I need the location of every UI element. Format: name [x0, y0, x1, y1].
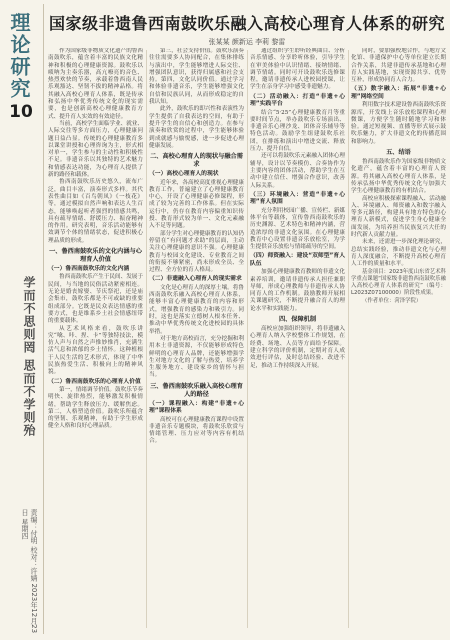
paragraph: 文化是心理育人的深厚土壤。将鲁西南鼓吹乐融入高校心理育人体系，能够丰富心理健康教育的内容和形式，增强教育的感染力和吸引力。同时，这也是落实立德树人根本任务、推动中华优秀传统文化进校园的具体举措。	[149, 284, 244, 335]
masthead-divider	[43, 4, 44, 634]
paragraph: 部分学生对心理健康教育的认知仍停留在“有问题才求助”的层面，主动关注心理健康的意识不强。心理健康教育与校园文化建设、专业教育之间的衔接不够紧密，尚未形成全员、全过程、全方位的育人格局。	[149, 230, 244, 274]
paragraph: 对于地方高校而言，充分挖掘和利用本土非遗资源，不仅能够形成特色鲜明的心理育人品牌，还能够增强学生对地方文化的了解与热爱，培养学生服务地方、建设家乡的情怀与担当。	[149, 335, 244, 379]
column-divider	[146, 50, 147, 628]
paragraph: 鲁西南鼓吹乐历史悠久，流布广泛，曲目丰富，演奏形式多样。其代表性曲目如《百鸟朝凤》《一枝花》等，通过模拟自然声响和表达人生百态，能够唤起听者强烈的情感共鸣，具有疏导情绪、舒缓压力、振奋精神的作用。研究表明，音乐活动能够有效调节个体的情绪状态，促进积极心理品质的形成。	[48, 179, 143, 244]
paragraph: 鲁西南鼓吹乐作为国家级非物质文化遗产，蕴含着丰富的心理育人资源。将其融入高校心理育人体系，是传承弘扬中华优秀传统文化与加强大学生心理健康教育的有机结合。	[351, 159, 446, 195]
paragraph: 第三，社会支持价值。鼓吹乐演奏往往需要多人协同配合，在集体排练与演出中，学生能够增进人际交往、增强团队意识，获得归属感和社会支持。第四，文化认同价值。通过学习和体验非遗音乐，学生能够增强文化自信和民族认同，从而形成稳定的自我认知。	[149, 48, 244, 106]
article-column-3	[250, 48, 345, 630]
paragraph: 还可以将鼓吹乐元素融入团体心理辅导，设计以节奏模仿、合奏协作为主要内容的团体活动，帮助学生在互动中建立信任、增强合作意识，改善人际关系。	[250, 153, 345, 189]
page-number: 10	[9, 102, 33, 122]
section-heading: 二、高校心理育人的现状与融合需求	[150, 153, 243, 169]
subsection-heading: （一）鲁西南鼓吹乐的文化内涵	[48, 266, 130, 273]
subsection-heading: （一）课程融入：构建“非遗+心理”课程体系	[149, 400, 244, 415]
paragraph: 利用数字技术建设鲁西南鼓吹乐资源库，开发线上音乐放松课程和心理微课，方便学生随时随地学习和体验。通过短视频、直播等形式展示鼓吹乐魅力，扩大非遗文化的传播范围和影响力。	[351, 102, 446, 145]
paragraph: 未来，还需进一步深化理论研究，总结实践经验，推动非遗文化与心理育人深度融合，不断提升高校心理育人工作的质量和水平。	[351, 239, 446, 268]
masthead-strip	[2, 4, 42, 636]
paragraph: 第一，情绪调节价值。鼓吹乐节奏明快、旋律热烈，能够激发积极情绪，帮助学生释放压力、缓解焦虑。第二，人格塑造价值。鼓吹乐所蕴含的坚韧、乐观精神，有助于学生形成健全人格和良好心理品质。	[48, 386, 143, 430]
subsection-heading: （三）环境融入：营造“非遗+心理”育人氛围	[250, 191, 345, 206]
paragraph: 结合“5·25”心理健康教育月等重要时间节点，举办鼓吹乐专场演出、非遗音乐心理沙龙、团体音乐辅导等特色活动。鼓励学生组建鼓吹乐社团，在排练和演出中增进交流、释放压力、提升自信。	[250, 109, 345, 153]
section-title: 理论研究	[7, 12, 31, 100]
subsection-heading: （四）师资融入：建设“双师型”育人队伍	[250, 253, 345, 267]
subsection-heading: （二）活动融入：打造“非遗+心理”实践平台	[250, 93, 345, 108]
subsection-heading: （五）数字融入：拓展“非遗+心理”网络空间	[351, 86, 446, 100]
motto: 学而不思则罔 思而不学则殆	[22, 276, 36, 438]
subsection-heading: （一）高校心理育人的现状	[149, 171, 219, 178]
article-note: （作者单位：菏泽学院）	[362, 297, 422, 304]
paragraph: 通过组织学生聆听经典曲目、分析音乐情感、分享聆听体验，引导学生在审美体验中认识情绪、接纳情绪、调节情绪。同时可开设鼓吹乐选修课程，邀请非遗传承人进校园授课，让学生在亲身学习中感受非遗魅力。	[250, 48, 345, 91]
section-heading: 三、鲁西南鼓吹乐融入高校心理育人的路径	[150, 382, 243, 398]
subsection-heading: （二）非遗融入心理育人的现实需求	[149, 276, 242, 283]
section-heading: 一、鲁西南鼓吹乐的文化内涵与心理育人价值	[49, 248, 142, 264]
section-heading: 五、结语	[386, 149, 411, 157]
article-byline: 张某某 颜新运 李莉 黎雷	[208, 38, 286, 46]
paragraph: 加强心理健康教育教师的非遗文化素养培训，邀请非遗传承人担任兼职导师，形成心理教师与非遗传承人协同育人的工作机制。鼓励教师开展相关课题研究，不断提升融合育人的理论水平和实践能力。	[250, 269, 345, 312]
paragraph: 鲁西南鼓吹乐产生于民间、发展于民间，与当地的民俗活动紧密相连。无论是婚丧嫁娶、节庆祭祀，还是庙会集市，鼓吹乐都是不可或缺的重要组成部分。它既是民众表达情感的重要方式，也是维系乡土社会情感纽带的重要载体。	[48, 274, 143, 325]
paragraph: 从艺术风格来看，鼓吹乐讲究“噙、咔、捏、卡”等独特技法，模仿人声与自然之声惟妙惟肖，充满生活气息和浓郁的乡土情怀。这种植根于人民生活的艺术形式，体现了中华民族热爱生活、积极向上的精神风貌。	[48, 325, 143, 376]
article-column-2	[149, 48, 244, 630]
article-column-4	[351, 48, 446, 630]
column-divider	[247, 50, 248, 628]
paragraph: 高校可在心理健康教育课程中设置非遗音乐专题模块，将鼓吹乐欣赏与情绪管理、压力应对等内容有机结合。	[149, 416, 244, 445]
issue-info: 责编：付明 校对：许婧 2023年12月23日 星期四	[21, 509, 38, 634]
paragraph: 作为国家级非物质文化遗产的鲁西南鼓吹乐，蕴含着丰富的民族文化精神和积极的心理健康资源。鼓吹乐以唢呐为主奏乐器，高亢嘹亮的音色、热烈欢快的节奏，承载着鲁西南人民乐观豁达、坚韧不拔的精神品格。将其融入高校心理育人体系，既是传承和弘扬中华优秀传统文化的现实需要，也是创新高校心理健康教育方式、提升育人实效的有效途径。	[48, 48, 143, 120]
section-heading: 四、保障机制	[278, 316, 317, 324]
article-note: 基金项目：2023年度山东省艺术科学重点课题“国家级非遗鲁西南鼓吹乐融入高校心理育人体系的研究”（编号：L2023Z07100000）阶段性成果。	[351, 268, 446, 297]
paragraph: 近年来，各高校高度重视心理健康教育工作，普遍建立了心理健康教育中心，开设了心理健康必修课程，形成了较为完善的工作体系。但在实际运行中，仍存在教育内容偏重知识传授、教育形式较为单一、文化元素融入不足等问题。	[149, 179, 244, 230]
paragraph: 高校应加强组织领导，将非遗融入心理育人纳入学校整体工作规划，在经费、场地、人员等方面给予保障。建立科学的评价机制，定期对育人成效进行评估，及时总结经验、改进不足，推动工作持续深入开展。	[250, 326, 345, 369]
subsection-heading: （二）鲁西南鼓吹乐的心理育人价值	[48, 378, 141, 385]
column-divider	[348, 50, 349, 628]
paragraph: 充分利用校园广播、宣传栏、新媒体平台等载体，宣传鲁西南鼓吹乐的历史渊源、艺术特色和精神内涵，营造浓厚的非遗文化氛围。在心理健康教育中心设置非遗音乐放松室，为学生提供音乐放松与情绪疏导的空间。	[250, 207, 345, 251]
article-headline: 国家级非遗鲁西南鼓吹乐融入高校心理育人体系的研究	[48, 14, 445, 33]
article-column-1	[48, 48, 143, 630]
paragraph: 当前，高校学生面临学业、就业、人际交往等多方面压力，心理健康问题日益凸显。传统的心理健康教育多以课堂讲授和心理咨询为主，形式相对单一，学生参与的主动性和积极性不足。非遗音乐以其独特的艺术魅力和情感表达功能，为心理育人提供了新的路径和载体。	[48, 120, 143, 179]
paragraph: 高校应积极探索课程融入、活动融入、环境融入、师资融入和数字融入等多元路径，构建具有地方特色的心理育人新模式，促进学生身心健康全面发展，为培养担当民族复兴大任的时代新人贡献力量。	[351, 195, 446, 239]
paragraph: 此外，鼓吹乐的即兴性和表演性为学生提供了自我表达的空间，有助于提升学生的自信心和创造力。在参与演奏和欣赏的过程中，学生能够体验到成就感与愉悦感，进一步促进心理健康发展。	[149, 106, 244, 149]
paragraph: 同时，要加强校地合作，与地方文化馆、非遗保护中心等单位建立长期合作关系，共建非遗传承基地和心理育人实践基地，实现资源共享、优势互补，形成协同育人合力。	[351, 48, 446, 84]
